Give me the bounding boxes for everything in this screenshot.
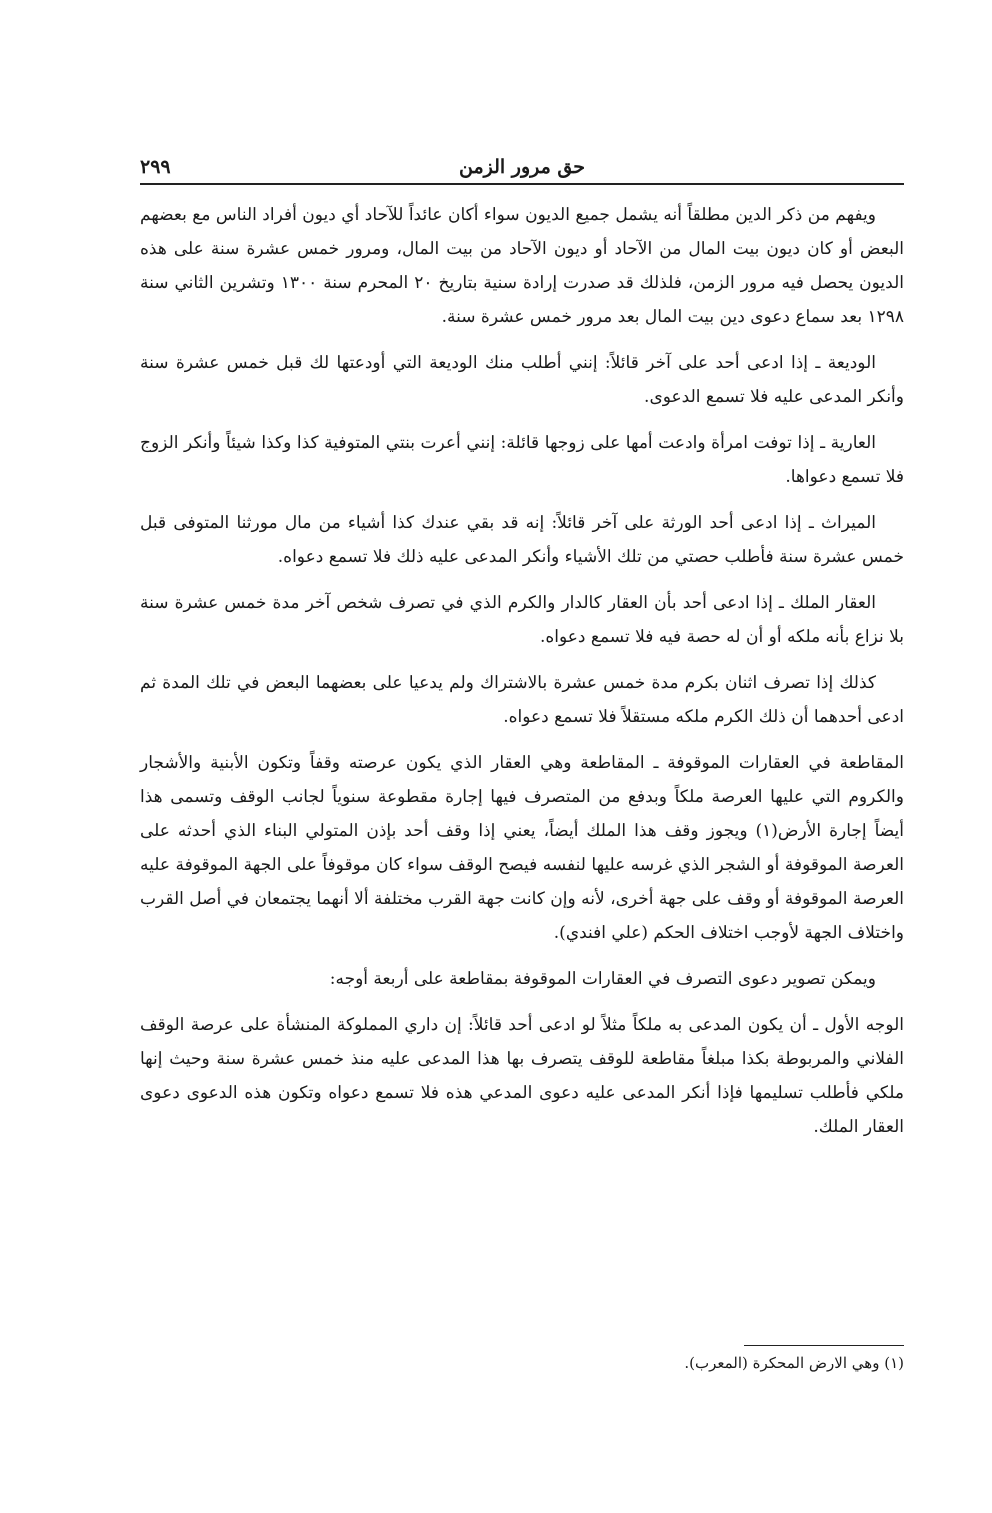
paragraph-joint-use: كذلك إذا تصرف اثنان بكرم مدة خمس عشرة بالاشتراك ولم يدعيا على بعضهما البعض في تلك المدة ثم ادعى أحدهما أن ذلك الكرم ملكه مستقلاً فلا تسمع دعواه. — [140, 673, 904, 727]
paragraph-muqataa: المقاطعة في العقارات الموقوفة ـ المقاطعة وهي العقار الذي يكون عرصته وقفاً وتكون الأبنية والأشجار والكروم التي عليها العرصة ملكاً وبدفع من المتصرف فيها إجارة مقطوعة سنوياً لجانب الوقف وتسمى هذا أيضاً إجارة الأرض(١) ويجوز وقف هذا الملك أيضاً، يعني إذا وقف أحد بإذن المتولي البناء الذي أحدثه على العرصة الموقوفة أو الشجر الذي غرسه عليها لنفسه فيصح الوقف سواء كان موقوفاً على الجهة الموقوفة عليه العرصة الموقوفة أو وقف على جهة أخرى، لأنه وإن كانت جهة القرب مختلفة ألا أنهما يجتمعان في أصل القرب واختلاف الجهة لأوجب اختلاف الحكم (علي افندي). — [140, 753, 904, 943]
paragraph-four-ways: ويمكن تصوير دعوى التصرف في العقارات الموقوفة بمقاطعة على أربعة أوجه: — [329, 969, 876, 989]
paragraph-debts: ويفهم من ذكر الدين مطلقاً أنه يشمل جميع الديون سواء أكان عائداً للآحاد أي ديون أفراد الناس مع بعضهم البعض أو كان ديون بيت المال من الآحاد أو ديون الآحاد من بيت المال، ومرور خمس عشرة سنة على هذه الديون يحصل فيه مرور الزمن، فلذلك قد صدرت إرادة سنية بتاريخ ٢٠ المحرم سنة ١٣٠٠ وتشرين الثاني سنة ١٢٩٨ بعد سماع دعوى دين بيت المال بعد مرور خمس عشرة سنة. — [140, 205, 904, 327]
paragraph-deposit: الوديعة ـ إذا ادعى أحد على آخر قائلاً: إنني أطلب منك الوديعة التي أودعتها لك قبل خمس عشرة سنة وأنكر المدعى عليه فلا تسمع الدعوى. — [140, 353, 904, 407]
paragraph-loan: العارية ـ إذا توفت امرأة وادعت أمها على زوجها قائلة: إنني أعرت بنتي المتوفية كذا وكذا شيئاً وأنكر الزوج فلا تسمع دعواها. — [140, 433, 904, 487]
page-number: ٢٩٩ — [140, 156, 171, 178]
running-header — [140, 156, 904, 184]
footnote-rule — [744, 1345, 904, 1346]
paragraph-inheritance: الميراث ـ إذا ادعى أحد الورثة على آخر قائلاً: إنه قد بقي عندك كذا أشياء من مال مورثنا المتوفى قبل خمس عشرة سنة فأطلب حصتي من تلك الأشياء وأنكر المدعى عليه ذلك فلا تسمع دعواه. — [140, 513, 904, 567]
running-title: حق مرور الزمن — [458, 156, 586, 178]
paragraph-real-estate: العقار الملك ـ إذا ادعى أحد بأن العقار كالدار والكرم الذي في تصرف شخص آخر مدة خمس عشرة سنة بلا نزاع بأنه ملكه أو أن له حصة فيه فلا تسمع دعواه. — [140, 593, 904, 647]
header-rule — [140, 183, 904, 185]
body-text — [140, 198, 904, 1156]
footnote: (١) وهي الارض المحكرة (المعرب). — [684, 1354, 904, 1372]
paragraph-first-way: الوجه الأول ـ أن يكون المدعى به ملكاً مثلاً لو ادعى أحد قائلاً: إن داري المملوكة المنشأة على عرصة الوقف الفلاني والمربوطة بكذا مبلغاً مقاطعة للوقف يتصرف بها هذا المدعى عليه منذ خمس عشرة سنة وحيث إنها ملكي فأطلب تسليمها فإذا أنكر المدعى عليه دعوى المدعي هذه فلا تسمع دعواه وتكون هذه الدعوى دعوى العقار الملك. — [140, 1015, 904, 1137]
